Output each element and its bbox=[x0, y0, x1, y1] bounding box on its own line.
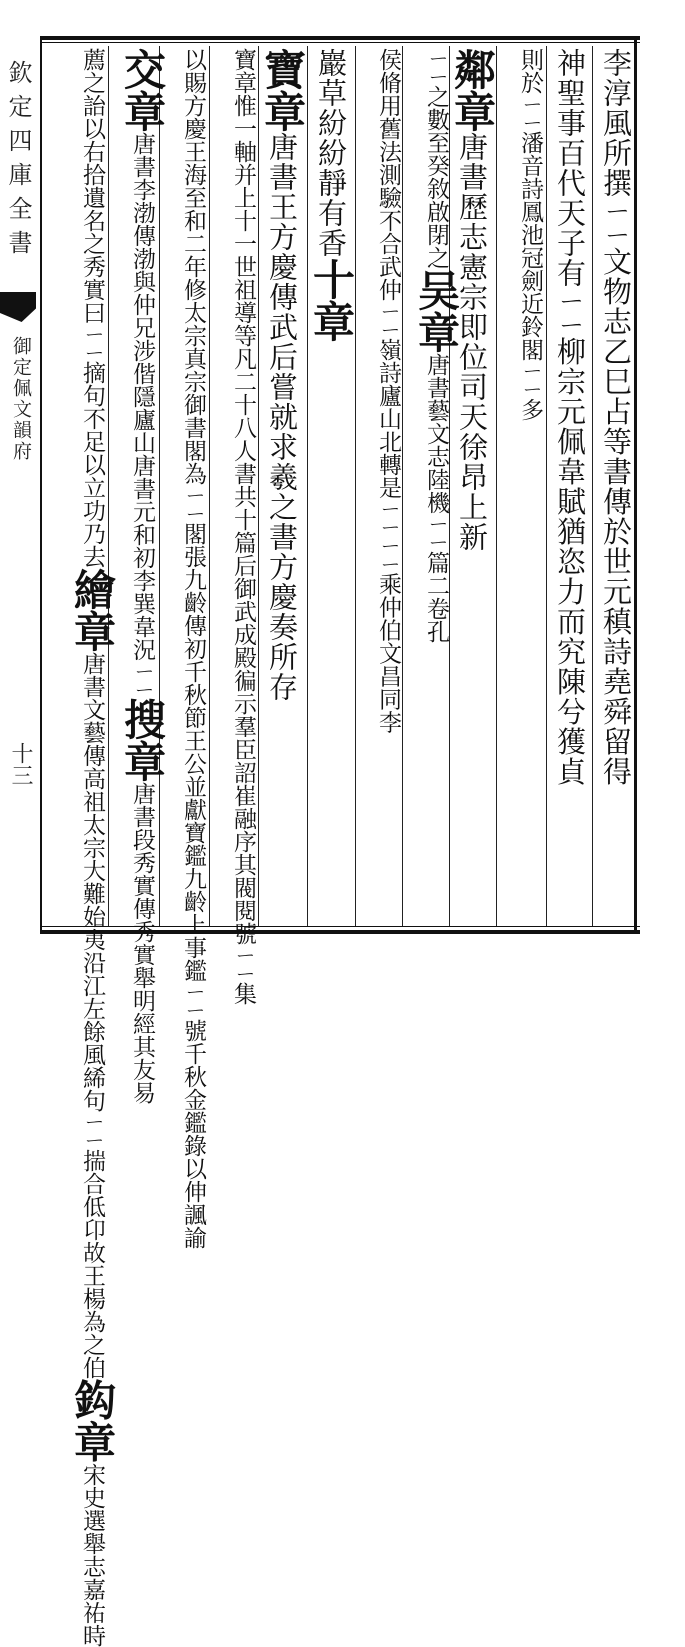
top-inner-border bbox=[40, 42, 640, 43]
column-text: 元和初李巽韋況ㄧㄧ bbox=[129, 500, 155, 698]
column-text: 侯脩用舊法測驗不合 bbox=[375, 48, 401, 255]
book-subtitle: 御定佩文韻府 bbox=[10, 336, 32, 462]
column-rule bbox=[449, 46, 450, 926]
text-column-split bbox=[213, 48, 256, 1005]
column-text: 薦之詒以右拾遺名 bbox=[79, 48, 105, 232]
entry-heading: 寶章 bbox=[258, 48, 307, 132]
column-text: 唐書 bbox=[129, 454, 155, 500]
column-text: 則於ㄧㄧ潘音詩鳳池 bbox=[517, 48, 543, 246]
column-rule bbox=[402, 46, 403, 926]
column-rule bbox=[546, 46, 547, 926]
page-number: 十三 bbox=[8, 742, 33, 786]
column-text: 仲兄涉偕隱廬山 bbox=[129, 293, 155, 454]
entry-heading: 鈎章 bbox=[68, 1378, 117, 1463]
column-text: 餘風絺句ㄧㄧ揣合低卬故王楊為之伯 bbox=[79, 1019, 105, 1379]
column-text: 篇后御武成殿徧示羣臣詔崔融序其閥閱號ㄧㄧ集 bbox=[230, 531, 256, 1005]
text-column bbox=[596, 48, 636, 924]
column-text: ㄧㄧ乘仲伯文昌同李 bbox=[375, 535, 401, 734]
book-title: 欽定四庫全書 bbox=[4, 60, 32, 264]
column-text: 寶章惟一軸并上十一世祖導等凡二十八人書共十 bbox=[230, 48, 256, 531]
column-text: 上事鑑ㄧㄧ號千秋金鑑錄以伸諷諭 bbox=[180, 912, 206, 1249]
text-column-split bbox=[62, 48, 117, 1647]
column-rule bbox=[592, 46, 593, 926]
column-text: 唐書王方慶傳武后嘗就求羲之書方慶奏所存 bbox=[265, 132, 299, 702]
column-text: 唐書文藝傳高祖太宗大難始夷沿江左 bbox=[79, 651, 105, 1020]
column-text: 去 bbox=[79, 544, 105, 568]
column-text: 唐書李渤傳渤與 bbox=[129, 132, 155, 293]
column-text: 靜有香 bbox=[314, 168, 348, 258]
entry-heading: 交章 bbox=[118, 48, 167, 132]
column-rule bbox=[108, 46, 109, 926]
column-text: ㄧㄧ之數至癸敘啟閉之 bbox=[423, 48, 449, 269]
entry-heading: 搜章 bbox=[118, 697, 167, 782]
column-text: 李淳風所撰ㄧㄧ文物志乙巳占等書傳於世元稹詩堯舜留得 bbox=[599, 48, 633, 787]
text-column bbox=[448, 48, 497, 924]
column-rule bbox=[159, 46, 160, 926]
entry-heading: 鄰章 bbox=[448, 48, 497, 132]
entry-heading: 十章 bbox=[307, 258, 356, 342]
column-text: 唐書段秀實傳秀實舉明經其友易 bbox=[129, 781, 155, 1104]
entry-heading: 繪章 bbox=[68, 567, 117, 652]
column-text: 唐書藝文志陸機ㄧㄧ篇二卷孔 bbox=[423, 352, 449, 643]
column-text: 唐書歷志憲宗即位司天徐昂上新 bbox=[455, 132, 489, 552]
text-column-split bbox=[163, 48, 206, 1249]
text-column bbox=[258, 48, 307, 924]
column-rule bbox=[209, 46, 210, 926]
column-text: 之秀實曰ㄧㄧ摘句不足以立功乃 bbox=[79, 232, 105, 545]
column-rule bbox=[258, 46, 259, 926]
column-text: 張九齡傳初千秋節王公並獻寶鑑九齡 bbox=[180, 544, 206, 913]
text-column-split bbox=[112, 48, 167, 1104]
text-column bbox=[550, 48, 590, 924]
column-text: 以賜方慶王海至和二年修太宗真宗御書閣為ㄧㄧ閣 bbox=[180, 48, 206, 545]
left-border bbox=[40, 36, 42, 934]
column-text: 巖草紛紛 bbox=[314, 48, 348, 168]
column-rule bbox=[355, 46, 356, 926]
fish-tail-mark bbox=[0, 292, 36, 322]
text-column-split bbox=[500, 48, 543, 924]
text-column-split bbox=[358, 48, 401, 924]
column-text: 神聖事百代天子有ㄧㄧ柳宗元佩韋賦猶恣力而究陳兮獲貞 bbox=[553, 48, 587, 787]
column-text: 武仲ㄧㄧ嶺詩廬山北轉是ㄧㄧ bbox=[375, 255, 401, 536]
text-column bbox=[307, 48, 356, 924]
text-column-split bbox=[406, 48, 461, 924]
column-text: 宋史選舉志嘉祐時 bbox=[79, 1462, 105, 1647]
entry-heading: 吴章 bbox=[412, 268, 461, 353]
column-rule bbox=[496, 46, 497, 926]
top-border bbox=[40, 36, 640, 40]
column-rule bbox=[307, 46, 308, 926]
column-text: 冠劍近鈴閣ㄧㄧ多 bbox=[517, 245, 543, 421]
